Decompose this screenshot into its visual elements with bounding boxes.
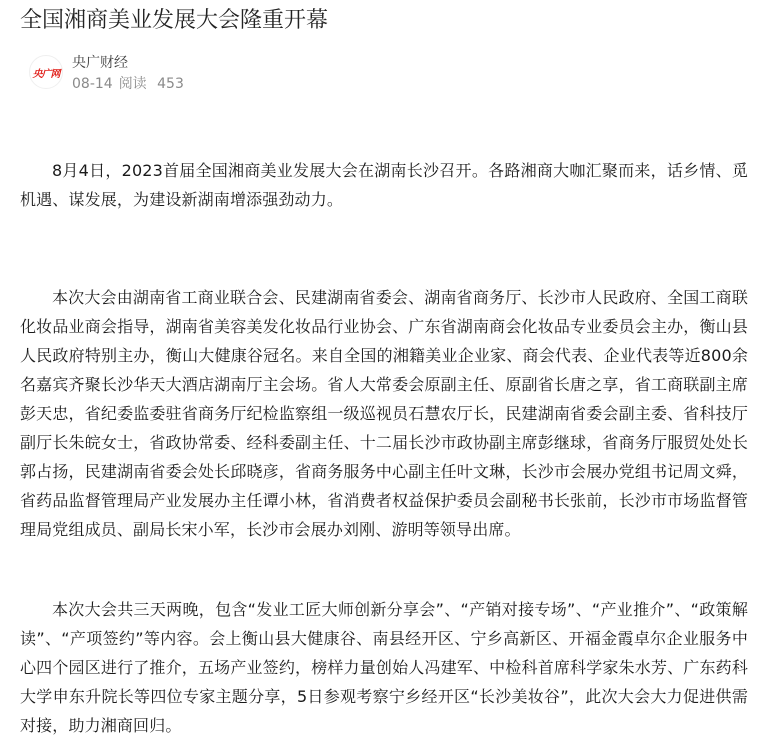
read-count: 453 <box>157 76 184 92</box>
paragraph-intro: 8月4日，2023首届全国湘商美业发展大会在湖南长沙召开。各路湘商大咖汇聚而来，话乡情、觅机遇、谋发展，为建设新湖南增添强劲动力。 <box>20 161 748 209</box>
author-row[interactable] <box>29 55 429 95</box>
article-meta <box>72 75 190 93</box>
author-logo-text: 央广网 <box>32 68 60 80</box>
article-title: 全国湘商美业发展大会隆重开幕 <box>20 8 329 33</box>
read-label: 阅读 <box>118 76 147 92</box>
paragraph-organizers: 本次大会由湖南省工商业联合会、民建湖南省委会、湖南省商务厅、长沙市人民政府、全国工商联化妆品业商会指导，湖南省美容美发化妆品行业协会、广东省湖南商会化妆品专业委员会主办，衡山县人民政府特别主办，衡山大健康谷冠名。来自全国的湘籍美业企业家、商会代表、企业代表等近800余名嘉宾齐聚长沙华天大酒店湖南厅主会场。省人大常委会原副主任、原副省长唐之享，省工商联副主席彭天忠，省纪委监委驻省商务厅纪检监察组一级巡视员石慧农厅长，民建湖南省委会副主委、省科技厅副厅长朱皖女士，省政协常委、经科委副主任、十二届长沙市政协副主席彭继球，省商务厅服贸处处长郭占扬，民建湖南省委会处长邱晓彦，省商务服务中心副主任叶文琳，长沙市会展办党组书记周文舜，省药品监督管理局产业发展办主任谭小林，省消费者权益保护委员会副秘书长张前，长沙市市场监督管理局党组成员、副局长宋小军，长沙市会展办刘刚、游明等领导出席。 <box>20 288 748 539</box>
author-avatar[interactable] <box>29 55 63 89</box>
paragraph-agenda: 本次大会共三天两晚，包含“发业工匠大师创新分享会”、“产销对接专场”、“产业推介”、“政策解读”、“产项签约”等内容。会上衡山县大健康谷、南县经开区、宁乡高新区、开福金霞卓尔企业服务中心四个园区进行了推介，五场产业签约，榜样力量创始人冯建军、中检科首席科学家朱水芳、广东药科大学申东升院长等四位专家主题分享，5日参观考察宁乡经开区“长沙美妆谷”，此次大会大力促进供需对接，助力湘商回归。 <box>20 600 748 735</box>
publish-date: 08-14 <box>72 76 113 92</box>
author-name[interactable]: 央广财经 <box>72 55 128 71</box>
